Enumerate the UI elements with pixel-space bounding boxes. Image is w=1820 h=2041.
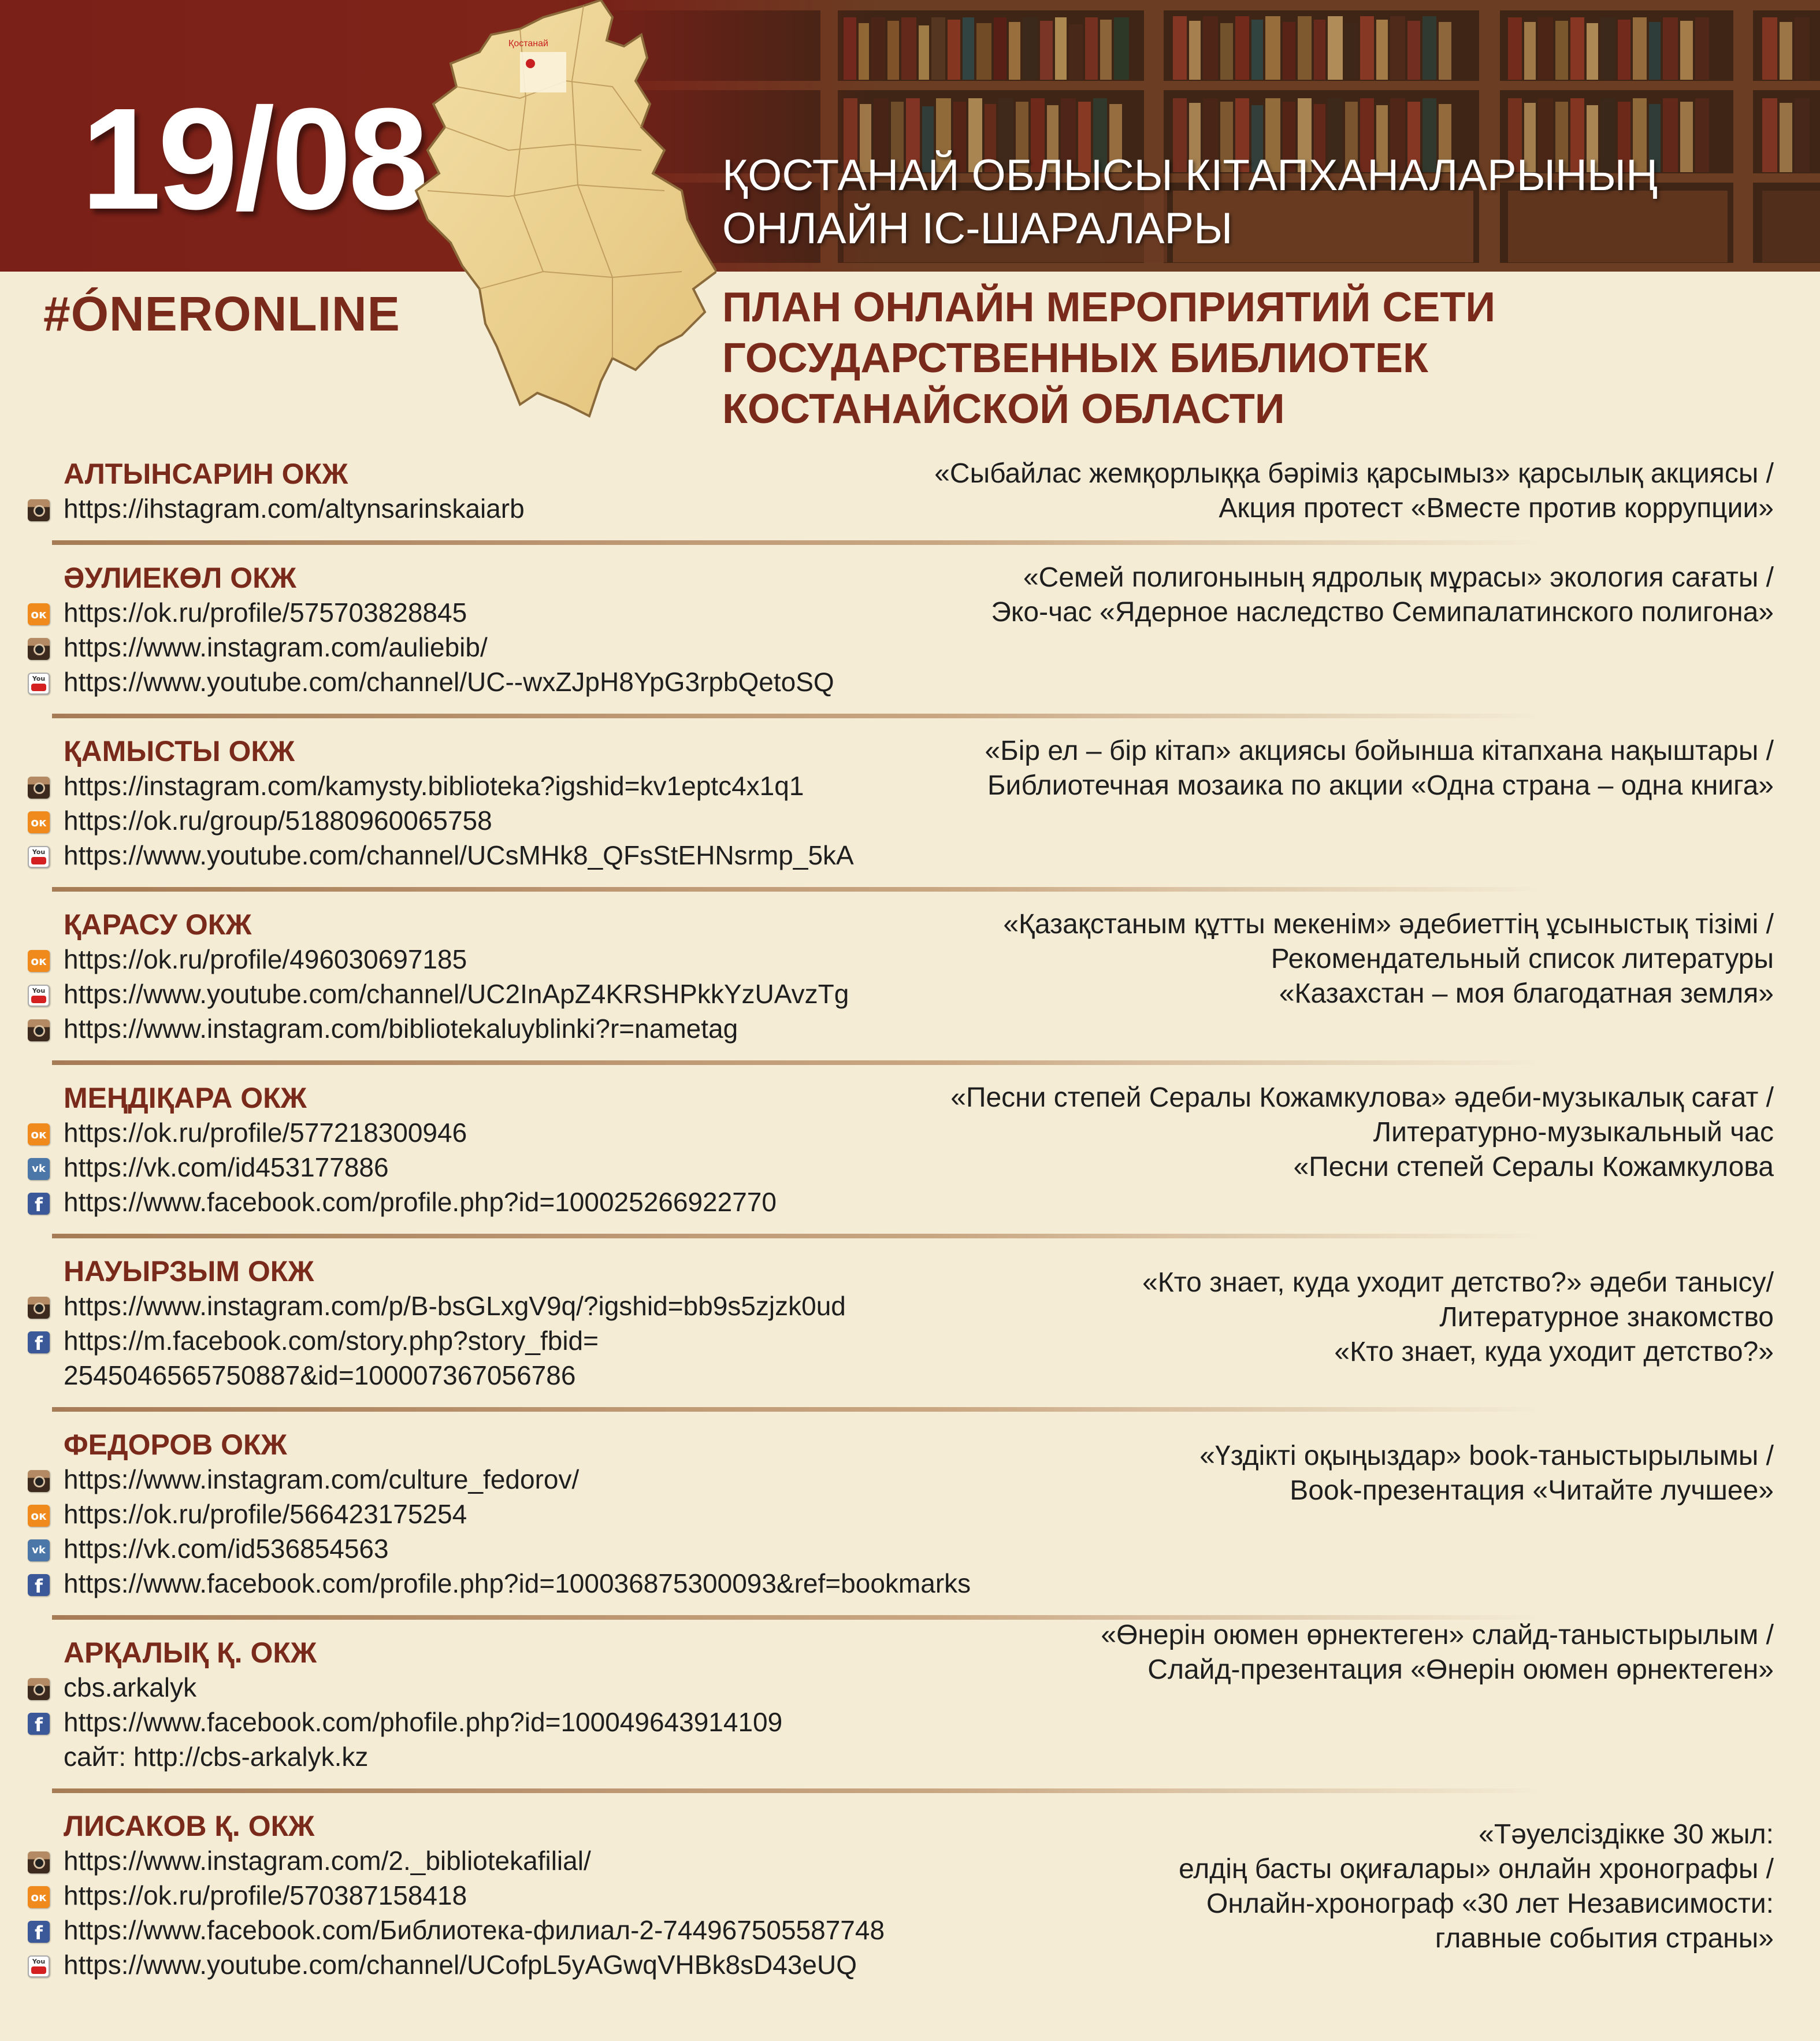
library-name: АЛТЫНСАРИН ОКЖ [64, 458, 348, 490]
instagram-icon [28, 1297, 50, 1319]
link-url[interactable]: https://ok.ru/profile/570387158418 [64, 1880, 467, 1910]
instagram-icon [28, 1470, 50, 1492]
link-url[interactable]: https://www.instagram.com/2._bibliotekafilial/ [64, 1846, 591, 1876]
link-url[interactable]: https://www.youtube.com/channel/UCsMHk8_QFsStEHNsrmp_5kA [64, 840, 854, 870]
link-url[interactable]: https://ok.ru/profile/566423175254 [64, 1499, 467, 1529]
instagram-icon [28, 638, 50, 660]
facebook-icon: f [28, 1331, 50, 1353]
vk-icon: vk [28, 1539, 50, 1561]
link-url[interactable]: https://ok.ru/profile/575703828845 [64, 598, 467, 628]
facebook-icon: f [28, 1574, 50, 1596]
instagram-icon [28, 1851, 50, 1873]
event-description: «Бір ел – бір кітап» акциясы бойынша кітапхана нақыштары / Библиотечная мозаика по акции «Одна страна – одна книга» [985, 736, 1774, 801]
link-url[interactable]: https://www.instagram.com/auliebib/ [64, 632, 488, 662]
section-divider [52, 540, 1543, 545]
library-name: ЛИСАКОВ Қ. ОКЖ [64, 1810, 315, 1842]
ok-icon: ок [28, 1123, 50, 1145]
event-description: «Кто знает, куда уходит детство?» әдеби танысу/ Литературное знакомство «Кто знает, куда уходит детство?» [1142, 1267, 1774, 1367]
link-url[interactable]: https://www.facebook.com/profile.php?id=100036875300093&ref=bookmarks [64, 1568, 971, 1598]
ok-icon: ок [28, 1886, 50, 1908]
link-url[interactable]: https://www.instagram.com/bibliotekaluyblinki?r=nametag [64, 1014, 738, 1044]
link-url[interactable]: https://ihstagram.com/altynsarinskaiarb [64, 493, 525, 524]
library-name: ӘУЛИЕКӨЛ ОКЖ [64, 562, 296, 594]
link-url[interactable]: https://vk.com/id536854563 [64, 1534, 389, 1564]
event-description: «Қазақстаным құтты мекенім» әдебиеттің ұсыныстық тізімі / Рекомендательный список литературы «Казахстан – моя благодатная земля» [1003, 909, 1774, 1009]
youtube-icon [28, 846, 50, 868]
region-map-image [393, 0, 716, 428]
library-name: ҚАМЫСТЫ ОКЖ [64, 735, 295, 767]
website-link[interactable]: сайт: http://cbs-arkalyk.kz [64, 1742, 369, 1772]
library-name: ҚАРАСУ ОКЖ [64, 908, 252, 941]
youtube-icon [28, 1955, 50, 1977]
event-description: «Тәуелсіздікке 30 жыл: елдің басты оқиғалары» онлайн хронографы / Онлайн-хронограф «30 лет Независимости: главные события страны» [1179, 1819, 1774, 1954]
link-url[interactable]: https://www.youtube.com/channel/UC--wxZJpH8YpG3rpbQetoSQ [64, 667, 834, 697]
youtube-icon [28, 985, 50, 1007]
ok-icon: ок [28, 950, 50, 972]
event-date: 19/08 [81, 78, 425, 239]
link-url[interactable]: cbs.arkalyk [64, 1672, 197, 1702]
instagram-icon [28, 777, 50, 799]
section-divider [52, 714, 1543, 718]
link-url[interactable]: https://vk.com/id453177886 [64, 1152, 389, 1182]
link-url[interactable]: https://m.facebook.com/story.php?story_fbid= [64, 1326, 599, 1356]
vk-icon: vk [28, 1158, 50, 1180]
library-name: ФЕДОРОВ ОКЖ [64, 1428, 287, 1461]
link-url[interactable]: https://www.facebook.com/profile.php?id=100025266922770 [64, 1187, 777, 1217]
facebook-icon: f [28, 1921, 50, 1943]
event-description: «Үздікті оқыңыздар» book-таныстырылымы / Book-презентация «Читайте лучшее» [1199, 1441, 1774, 1506]
link-url[interactable]: https://instagram.com/kamysty.biblioteka?igshid=kv1eptc4x1q1 [64, 771, 804, 801]
link-url[interactable]: https://www.facebook.com/phofile.php?id=100049643914109 [64, 1707, 783, 1737]
section-divider [52, 1788, 1543, 1793]
facebook-icon: f [28, 1713, 50, 1735]
event-description: «Сыбайлас жемқорлыққа бәріміз қарсымыз» қарсылық акциясы / Акция протест «Вместе против коррупции» [934, 458, 1774, 524]
ok-icon: ок [28, 603, 50, 625]
section-divider [52, 1060, 1543, 1065]
library-name: НАУЫРЗЫМ ОКЖ [64, 1255, 314, 1287]
link-url[interactable]: https://ok.ru/profile/496030697185 [64, 944, 467, 974]
map-city-label: Қостанай [508, 39, 548, 49]
page-title-kz: ҚОСТАНАЙ ОБЛЫСЫ КІТАПХАНАЛАРЫНЫҢ ОНЛАЙН ІС-ШАРАЛАРЫ [722, 151, 1658, 253]
event-description: «Семей полигонының ядролық мұрасы» экология сағаты / Эко-час «Ядерное наследство Семипалатинского полигона» [991, 562, 1774, 628]
link-url[interactable]: https://ok.ru/group/51880960065758 [64, 806, 492, 836]
section-divider [52, 1407, 1543, 1412]
link-url[interactable]: https://ok.ru/profile/577218300946 [64, 1118, 467, 1148]
link-url[interactable]: https://www.youtube.com/channel/UCofpL5yAGwqVHBk8sD43eUQ [64, 1950, 857, 1980]
page-title-ru: ПЛАН ОНЛАЙН МЕРОПРИЯТИЙ СЕТИ ГОСУДАРСТВЕННЫХ БИБЛИОТЕК КОСТАНАЙСКОЙ ОБЛАСТИ [722, 284, 1496, 432]
event-description: «Песни степей Сералы Кожамкулова» әдеби-музыкалық сағат / Литературно-музыкальный час «Песни степей Сералы Кожамкулова [950, 1082, 1774, 1182]
event-description: «Өнерін оюмен өрнектеген» слайд-таныстырылым / Слайд-презентация «Өнерін оюмен өрнектеген» [1101, 1620, 1774, 1685]
header-banner [0, 0, 1820, 272]
ok-icon: ок [28, 1505, 50, 1527]
instagram-icon [28, 499, 50, 521]
link-url[interactable]: https://www.instagram.com/culture_fedorov/ [64, 1464, 580, 1494]
library-name: МЕҢДІҚАРА ОКЖ [64, 1082, 307, 1114]
link-url[interactable]: https://www.instagram.com/p/B-bsGLxgV9q/?igshid=bb9s5zjzk0ud [64, 1291, 846, 1321]
link-url-continued[interactable]: 2545046565750887&id=100007367056786 [64, 1360, 576, 1390]
section-divider [52, 887, 1543, 892]
hashtag: #ÓNERONLINE [43, 287, 400, 341]
section-divider [52, 1234, 1543, 1238]
instagram-icon [28, 1019, 50, 1041]
link-url[interactable]: https://www.youtube.com/channel/UC2InApZ4KRSHPkkYzUAvzTg [64, 979, 849, 1009]
youtube-icon [28, 673, 50, 695]
ok-icon: ок [28, 811, 50, 833]
link-url[interactable]: https://www.facebook.com/Библиотека-филиал-2-744967505587748 [64, 1915, 885, 1945]
library-name: АРҚАЛЫҚ Қ. ОКЖ [64, 1636, 317, 1669]
instagram-icon [28, 1678, 50, 1700]
facebook-icon: f [28, 1193, 50, 1215]
